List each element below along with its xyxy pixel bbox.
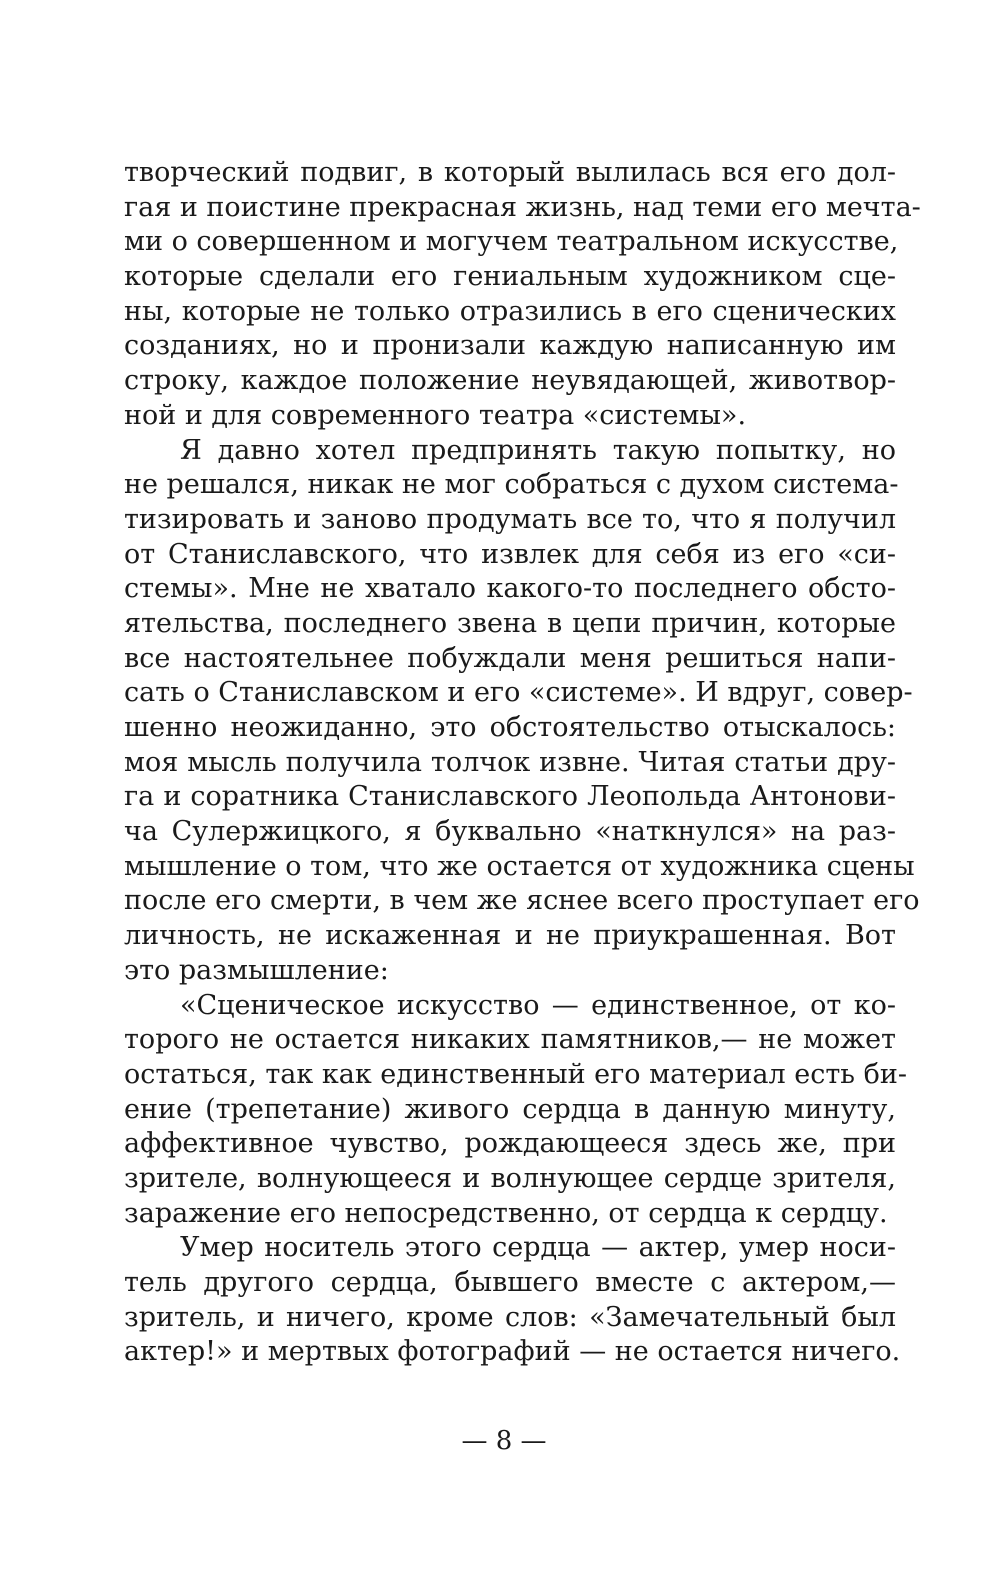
text-line: «Сценическое искусство — единственное, от ко-	[180, 989, 896, 1021]
text-line: не решался, никак не мог собраться с духом система-	[124, 469, 899, 501]
text-line: ны, которые не только отразились в его сценических	[124, 295, 896, 327]
text-line: шенно неожиданно, это обстоятельство отыскалось:	[124, 712, 896, 743]
text-line: строку, каждое положение неувядающей, животвор-	[124, 365, 896, 397]
text-line: все настоятельнее побуждали меня решиться напи-	[124, 642, 896, 674]
text-line: которые сделали его гениальным художником сце-	[124, 261, 896, 293]
text-line: остаться, так как единственный его материал есть би-	[124, 1058, 907, 1090]
text-line: сать о Станиславском и его «системе». И вдруг, совер-	[124, 677, 913, 709]
page-number: — 8 —	[461, 1426, 547, 1456]
text-line: творческий подвиг, в который вылилась вся его дол-	[124, 157, 896, 188]
text-line: после его смерти, в чем же яснее всего проступает его	[124, 885, 920, 917]
text-line: ча Сулержицкого, я буквально «наткнулся» на раз-	[124, 816, 896, 848]
text-line: это размышление:	[124, 954, 389, 986]
text-line: гая и поистине прекрасная жизнь, над теми его мечта-	[124, 191, 921, 223]
text-line: торого не остается никаких памятников,— не может	[124, 1024, 896, 1056]
text-line: созданиях, но и пронизали каждую написанную им	[124, 330, 896, 362]
paragraph	[124, 434, 920, 989]
text-line: личность, не искаженная и не приукрашенная. Вот	[124, 920, 896, 952]
paragraph	[124, 1231, 901, 1370]
body-text	[124, 156, 921, 1370]
text-line: актер!» и мертвых фотографий — не остается ничего.	[124, 1336, 901, 1368]
text-line: зрителе, волнующееся и волнующее сердце зрителя,	[124, 1162, 896, 1194]
text-line: заражение его непосредственно, от сердца к сердцу.	[124, 1197, 888, 1229]
text-line: тизировать и заново продумать все то, что я получил	[124, 503, 896, 535]
text-line: тель другого сердца, бывшего вместе с актером,—	[124, 1267, 896, 1298]
text-line: зритель, и ничего, кроме слов: «Замечательный был	[124, 1301, 896, 1333]
text-line: моя мысль получила толчок извне. Читая статьи дру-	[124, 746, 896, 778]
paragraph	[124, 989, 907, 1232]
text-line: ение (трепетание) живого сердца в данную минуту,	[124, 1093, 896, 1125]
text-line: га и соратника Станиславского Леопольда Антонови-	[124, 781, 896, 813]
text-line: ми о совершенном и могучем театральном искусстве,	[124, 226, 899, 258]
text-line: стемы». Мне не хватало какого-то последнего обсто-	[124, 573, 896, 605]
text-line: Умер носитель этого сердца — актер, умер носи-	[180, 1232, 896, 1264]
text-line: от Станиславского, что извлек для себя из его «си-	[124, 538, 896, 570]
paragraph	[124, 156, 921, 434]
text-line: мышление о том, что же остается от художника сцены	[124, 850, 915, 882]
text-line: аффективное чувство, рождающееся здесь же, при	[124, 1128, 896, 1160]
text-line: ной и для современного театра «системы».	[124, 399, 747, 431]
text-line: Я давно хотел предпринять такую попытку, но	[180, 434, 896, 466]
text-line: ятельства, последнего звена в цепи причин, которые	[124, 607, 896, 639]
